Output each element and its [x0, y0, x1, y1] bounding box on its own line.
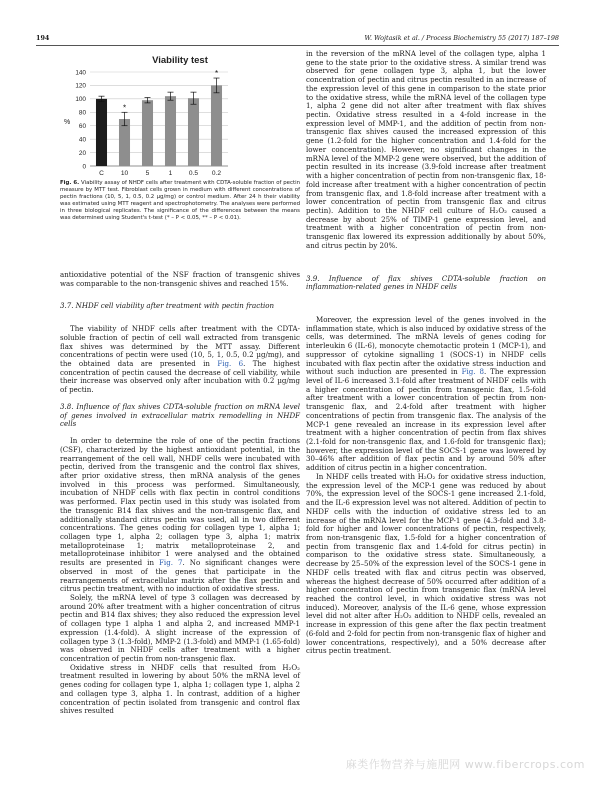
- y-tick-label: 80: [78, 109, 86, 117]
- y-axis-label: %: [64, 119, 71, 126]
- bar-0.2: [211, 85, 222, 166]
- paragraph-3-8-1-text-a: In order to determine the role of one of the pectin fractions (CSF), characterized by the highest antioxidant potential, in the rearrangement of the cell wall, NHDF cells were incubated with pectin, derived from the transgenic and the control flax shives, after prior oxidative stress, then mRNA analysis of the genes involved in this process was performed. Simultaneously, incubation of NHDF cells with flax pectin in control conditions was performed. Flax pectin used in this study was isolated from the transgenic B14 flax shives and the non-transgenic flax, and additionally standard citrus pectin was used, all in two different concentrations. The genes coding for collagen type 1, alpha 1; collagen type 1, alpha 2; collagen type 3, alpha 1; matrix metalloproteinase 1; matrix metalloproteinase 2, and metalloproteinase inhibitor 1 were analysed and the obtained results are presented in: [60, 436, 300, 568]
- y-tick-label: 140: [75, 69, 86, 77]
- bar-0.5: [188, 98, 199, 166]
- paragraph-nsf: antioxidative potential of the NSF fraction of transgenic shives was comparable to the non-transgenic shives and reached 15%.: [60, 270, 300, 288]
- section-3-8-heading: 3.8. Influence of flax shives CDTA-soluble fraction on mRNA level of genes involved in extracellular matrix remodelling in NHDF cells: [60, 401, 300, 429]
- bar-5: [142, 100, 153, 166]
- paragraph-3-9-1-text-a: Moreover, the expression level of the genes involved in the inflammation state, which is also induced by oxidative stress of the cells, was determined. The mRNA levels of genes coding for interleukin 6 (IL-6), monocyte chemotactic protein 1 (MCP-1), and suppressor of cytokine signalling 1 (SOCS-1) in NHDF cells incubated with flax pectin after the oxidative stress induction and without such induction are presented in: [306, 314, 546, 377]
- paragraph-continued: in the reversion of the mRNA level of the collagen type, alpha 1 gene to the state prior to the oxidative stress. A similar trend was observed for gene collagen type 3, alpha 1, but the lower concentration of pectin and citrus pectin resulted in an increase of the expression level of this gene in comparison to the state prior to the oxidative stress, while the mRNA level of the collagen type 1, alpha 2 gene did not alter after treatment with flax shives pectin. Oxidative stress resulted in a 4-fold increase in the expression level of MMP-1, and the addition of pectin from non-transgenic flax shives caused the increased expression of this gene (1.2-fold for the higher concentration and 1.4-fold for the lower concentration). However, no significant changes in the mRNA level of the MMP-2 gene were observed, but the addition of pectin resulted in its increase (3.9-fold increase after treatment with a higher concentration of pectin from non-transgenic flax, 18-fold increase after treatment with a higher concentration of pectin from transgenic flax, and 1.8-fold increase after treatment with a lower concentration of pectin from transgenic flax and citrus pectin). Addition to the NHDF cell culture of H₂O₂ caused a decrease by about 25% of TIMP-1 gene expression level, and treatment with a higher concentration of pectin from non-transgenic flax lowered its expression additionally by about 50%, and citrus pectin by 20%.: [306, 49, 546, 250]
- page-number: 194: [36, 34, 50, 42]
- y-tick-label: 60: [78, 123, 86, 131]
- bar-C: [96, 99, 107, 166]
- viability-chart: [60, 50, 300, 176]
- x-tick-label: 10: [120, 170, 129, 176]
- x-tick-label: 1: [168, 170, 173, 176]
- x-tick-label: 0.2: [211, 170, 222, 176]
- y-tick-label: 100: [75, 96, 86, 104]
- figure-6: [60, 50, 300, 223]
- x-tick-label: 5: [145, 170, 150, 176]
- paragraph-3-7: [60, 325, 300, 395]
- header-rule: [36, 45, 559, 46]
- x-tick-label: 0.5: [188, 170, 199, 176]
- y-tick-label: 20: [78, 149, 86, 157]
- section-3-9-heading: 3.9. Influence of flax shives CDTA-soluble fraction on inflammation-related genes in NHDF cells: [306, 273, 546, 292]
- right-column: [306, 50, 546, 656]
- y-tick-label: 0: [82, 163, 86, 171]
- paragraph-3-9-1-text-b: . The expression level of IL-6 increased 3.1-fold after treatment of NHDF cells with a higher concentration of pectin from transgenic flax, 1.5-fold after treatment with a lower concentration of pectin from non-transgenic flax, and 2.4-fold after treatment with higher concentrations of pectin from transgenic flax. The analysis of the MCP-1 gene revealed an increase in its expression level after treatment with a higher concentration of pectin from flax shives (2.1-fold for non-transgenic flax, and 1.6-fold for transgenic flax); however, the expression level of the SOCS-1 gene was lowered by 30–46% after addition of flax pectin and by around 50% after addition of citrus pectin in a higher concentration.: [306, 367, 546, 473]
- journal-citation: W. Wojtasik et al. / Process Biochemistry 55 (2017) 187–198: [364, 34, 559, 42]
- bar-1: [165, 96, 176, 166]
- caption-text: Viability assay of NHDF cells after treatment with CDTA-soluble fraction of pectin measure by MTT test. Fibroblast cells grown in medium with different concentrations of pectin fractions (10, 5, 1, 0.5, 0.2 µg/mg) or control medium. After 24 h their viability was estimated using MTT reagent and spectrophotometry. The analyses were performed in three biological replicates. The significance of the differences between the means was determined using Student's t-test (* – P < 0.05, ** – P < 0.01).: [60, 180, 300, 222]
- fig-8-link[interactable]: Fig. 8: [461, 367, 484, 377]
- paragraph-3-7-text-a: The viability of NHDF cells after treatment with the CDTA-soluble fraction of pectin of cell wall extracted from transgenic flax shives was determined by the MTT assay. Different concentrations of pectin were used (10, 5, 1, 0.5, 0.2 µg/mg), and the obtained data are presented in: [60, 324, 300, 369]
- paragraph-3-9-1: [306, 316, 546, 473]
- caption-label: Fig. 6.: [60, 180, 80, 186]
- significance-marker: *: [214, 69, 219, 79]
- chart-title: Viability test: [152, 55, 208, 66]
- fig-7-link[interactable]: Fig. 7: [159, 558, 183, 568]
- fig-6-link[interactable]: Fig. 6: [217, 359, 244, 369]
- y-tick-label: 40: [78, 136, 86, 144]
- paragraph-3-8-1: [60, 437, 300, 594]
- left-column: [60, 271, 300, 716]
- paragraph-3-8-2: Solely, the mRNA level of type 3 collagen was decreased by around 20% after treatment with a higher concentration of citrus pectin and B14 flax shives; they also reduced the expression level of collagen type 1 alpha 1 and alpha 2, and increased MMP-1 expression (1.4-fold). A slight increase of the expression of collagen type 3 (1.3-fold), MMP-2 (1.3-fold) and MMP-1 (1.65-fold) was observed in NHDF cells after treatment with a higher concentration of pectin from non-transgenic flax.: [60, 593, 300, 664]
- figure-caption: [60, 180, 300, 223]
- paragraph-3-8-3: Oxidative stress in NHDF cells that resulted from H₂O₂ treatment resulted in lowering by about 50% the mRNA level of genes coding for collagen type 1, alpha 1; collagen type 1, alpha 2 and collagen type 3, alpha 1. In contrast, addition of a higher concentration of pectin isolated from transgenic and control flax shives resulted: [60, 662, 300, 716]
- watermark: 麻类作物营养与施肥网 www.fibercrops.com: [345, 758, 585, 771]
- x-tick-label: C: [99, 170, 104, 176]
- y-tick-label: 120: [75, 82, 86, 90]
- section-3-7-heading: 3.7. NHDF cell viability after treatment with pectin fraction: [60, 301, 275, 311]
- paragraph-3-9-2: In NHDF cells treated with H₂O₂ for oxidative stress induction, the expression level of the MCP-1 gene was reduced by about 70%, the expression level of the SOCS-1 gene increased 2.1-fold, and the IL-6 expression level was not altered. Addition of pectin to NHDF cells with the induction of oxidative stress led to an increase of the mRNA level for the MCP-1 gene (4.3-fold and 3.8-fold for higher and lower concentrations of pectin, respectively, from non-transgenic flax, 1.5-fold for a higher concentration of pectin from transgenic flax and 1.4-fold for citrus pectin) in comparison to the oxidative stress state. Simultaneously, a decrease by 25–50% of the expression level of the SOCS-1 gene in NHDF cells treated with flax and citrus pectin was observed, whereas the highest decrease of 50% occurred after addition of a higher concentration of pectin from transgenic flax (mRNA level reached the control level, in which oxidative stress was not induced). Moreover, analysis of the IL-6 gene, whose expression level did not alter after H₂O₂ addition to NHDF cells, revealed an increase in expression of this gene after the flax pectin treatment (6-fold and 2-fold for pectin from non-transgenic flax of higher and lower concentrations, respectively), and a 50% decrease after citrus pectin treatment.: [306, 471, 546, 656]
- paragraph-3-7-text-b: . The highest concentration of pectin caused the decrease of cell viability, while their increase was observed only after incubation with 0.2 µg/mg of pectin.: [60, 359, 301, 395]
- significance-marker: *: [122, 103, 127, 113]
- paragraph-3-8-1-text-b: . No significant changes were observed in most of the genes that participate in the rearrangements of extracellular matrix after the flax pectin and citrus pectin treatment, with no induction of oxidative stress.: [60, 558, 301, 594]
